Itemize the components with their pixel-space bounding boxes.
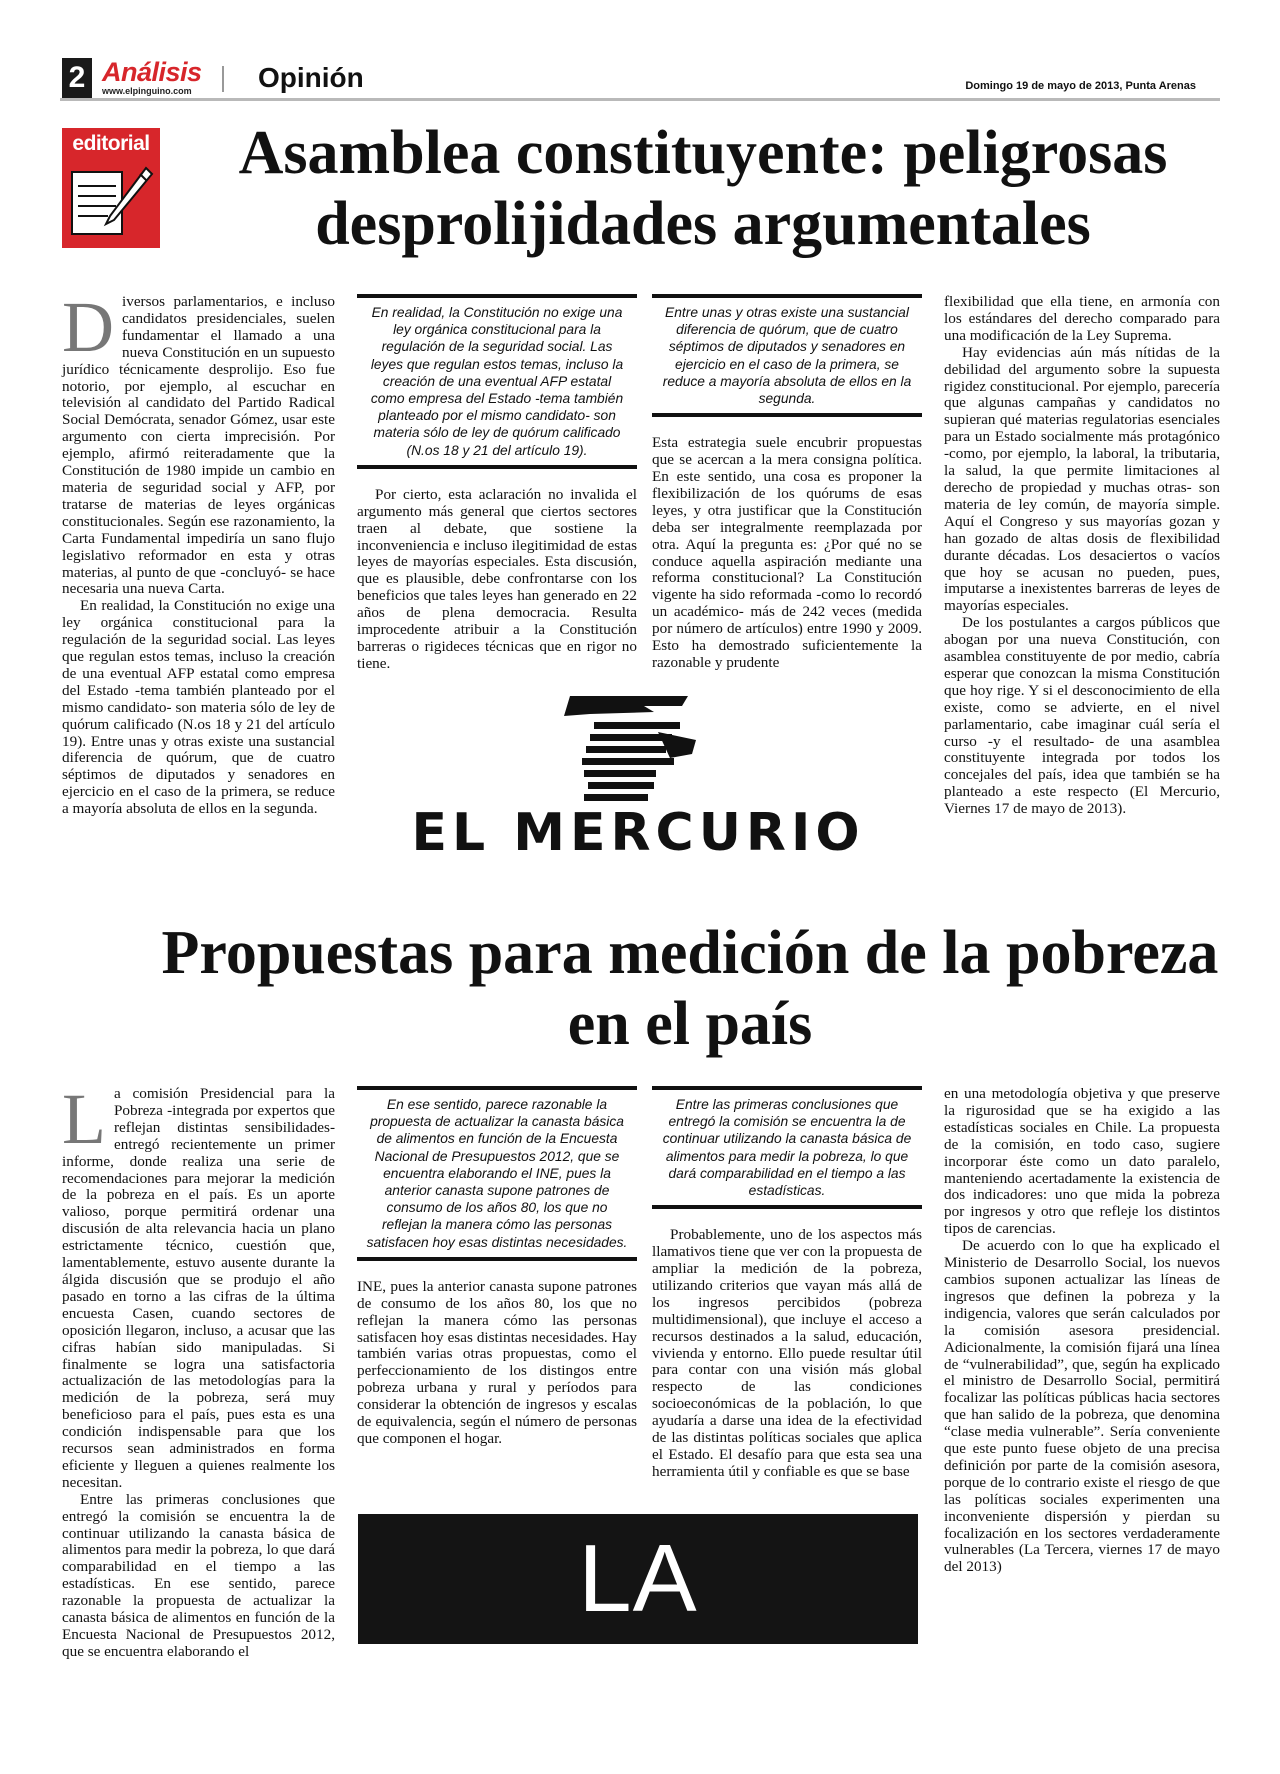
logo-url: www.elpinguino.com [102,86,192,96]
logo-name: Análisis [102,57,202,87]
notepad-pencil-icon [68,162,154,242]
article-1-column-3 [652,294,922,672]
paragraph: En realidad, la Constitución no exige una ley orgánica constitucional para la regulación de la seguridad social. Las leyes que regulan estos temas, incluso la creación de una eventual AFP estatal como empresa del Estado -tema también planteado por el mismo candidato- son materia sólo de ley de quórum calificado (N.os 18 y 21 del artículo 19). Entre unas y otras existe una sustancial diferencia de quórum, que de cuatro séptimos de diputados y senadores en ejercicio en el caso de la primera, se reduce a mayoría absoluta de ellos en la segunda. [62,597,335,818]
editorial-badge [62,128,160,248]
paragraph: INE, pues la anterior canasta supone patrones de consumo de los años 80, los que no reflejan la manera cómo las personas satisfacen hoy esas distintas necesidades. Hay también varias otras propuestas, como el perfeccionamiento de los distingos entre pobreza urbana y rural y períodos para considerar la obtención de ingresos y escalas de equivalencia, según el número de personas que componen el hogar. [357,1277,637,1447]
article-2-column-2 [357,1086,637,1448]
article-1-column-4 [944,294,1220,818]
publication-logo[interactable] [102,58,202,96]
badge-label: editorial [72,132,150,155]
drop-cap: L [62,1079,106,1159]
paragraph: iversos parlamentarios, e incluso candidatos presidenciales, suelen fundamentar el llamado a una nueva Constitución en un supuesto jurídico técnicamente desprolijo. Eso fue notorio, por ejemplo, al escuchar en televisión al candidato del Partido Radical Social Demócrata, senador Gómez, usar este argumento con cierta imprecisión. Por ejemplo, afirmó reiteradamente que la Constitución de 1980 impide un cambio en materia de seguridad social y AFP, por tratarse de materias de leyes orgánicas constitucionales. Según ese razonamiento, la Carta Fundamental impediría un sano flujo legislativo reformador en esta y otras materias, al punto de que -concluyó- se hace necesaria una nueva Carta. [62,293,335,598]
el-mercurio-logo [358,692,918,862]
article-1-headline: Asamblea constituyente: peligrosas desprolijidades argumentales [238,119,1168,258]
article-1-column-2 [357,294,637,673]
section-title: Opinión [258,62,364,93]
paragraph: Entre las primeras conclusiones que entregó la comisión se encuentra la de continuar utilizando la canasta básica de alimentos para medir la pobreza, lo que dará comparabilidad en el tiempo a las estadísticas. En ese sentido, parece razonable la propuesta de actualizar la canasta básica de alimentos en función de la Encuesta Nacional de Presupuestos 2012, que se encuentra elaborando el [62,1490,335,1660]
paragraph: en una metodología objetiva y que preserve la rigurosidad que se ha exigido a las estadísticas sociales en Chile. La propuesta de la comisión, en todo caso, sugiere incorporar éste como un dato paralelo, manteniendo acertadamente la existencia de dos indicadores: uno que mida la pobreza por ingresos y otro que refleje los distintos tipos de carencias. [944,1085,1220,1238]
pull-quote: Entre las primeras conclusiones que entregó la comisión se encuentra la de continuar utilizando la canasta básica de alimentos para medir la pobreza, lo que dará comparabilidad en el tiempo a las estadísticas. [652,1086,922,1209]
paragraph: Esta estrategia suele encubrir propuestas que se acercan a la mera consigna política. En este sentido, una cosa es proponer la flexibilización de los quórums de esas leyes, y otra justificar que la Constitución deba ser integralmente reemplazada por otra. Aquí la pregunta es: ¿Por qué no se conduce aquella aspiración mediante una reforma constitucional? La Constitución vigente ha sido reformada -como lo recordó un académico- más de 242 veces (medida por número de artículos) entre 1990 y 2009. Esto ha demostrado suficientemente la razonable y prudente [652,434,922,671]
drop-cap: D [62,287,114,367]
page-number: 2 [62,58,92,98]
logo-wordmark: EL MERCURIO [411,803,865,862]
paragraph: Probablemente, uno de los aspectos más llamativos tiene que ver con la propuesta de ampliar la medición de la pobreza, utilizando criterios que vayan más allá de los ingresos percibidos (pobreza multidimensional), que incluye el acceso a recursos destinados a la salud, educación, vivienda y entorno. Ello puede resultar útil para contar con una visión más global respecto de las condiciones socioeconómicas de la población, lo que ayudaría a darse una idea de la efectividad de las distintas políticas sociales que aplica el Estado. El desafío para que esta sea una herramienta útil y confiable es que se base [652,1226,922,1480]
paragraph: flexibilidad que ella tiene, en armonía con los estándares del derecho comparado para una modificación de la Ley Suprema. [944,293,1220,344]
logo-wordmark: LA TERCERA [405,1525,871,1762]
dateline: Domingo 19 de mayo de 2013, Punta Arenas [965,80,1196,92]
paragraph: a comisión Presidencial para la Pobreza -integrada por expertos que reflejan distintas sensibilidades- entregó recientemente un primer informe, donde realiza una serie de recomendaciones para mejorar la medición de la pobreza en el país. Es un aporte valioso, porque permitirá ordenar una discusión de alta relevancia hacia un plano estrictamente técnico, cuestión que, lamentablemente, estuvo ausente durante la álgida discusión que se produjo el año pasado en torno a las cifras de la última encuesta Casen, cuando sectores de oposición llegaron, incluso, a acusar que las cifras habían sido manipuladas. Si finalmente se logra una satisfactoria actualización de las metodologías para la medición de la pobreza, será muy beneficioso para el país, pues esta es una condición indispensable para que los recursos sean administrados en forma eficiente y lleguen a quienes realmente los necesitan. [62,1085,335,1491]
mercurio-head-icon [358,692,918,862]
article-2-headline: Propuestas para medición de la pobreza en el país [161,919,1219,1058]
paragraph: Por cierto, esta aclaración no invalida el argumento más general que ciertos sectores traen al debate, que sostiene la inconveniencia e incluso ilegitimidad de estas leyes de mayorías especiales. Esta discusión, que es plausible, debe confrontarse con los beneficios que tales leyes han generado en 22 años de plena democracia. Resulta improcedente atribuir a la Constitución barreras o rigideces técnicas que en rigor no tiene. [357,485,637,672]
la-tercera-logo [358,1514,918,1762]
pull-quote: Entre unas y otras existe una sustancial diferencia de quórum, que de cuatro séptimos de diputados y senadores en ejercicio en el caso de la primera, se reduce a mayoría absoluta de ellos en la segunda. [652,294,922,417]
article-2-column-4 [944,1086,1220,1576]
header-rule [60,98,1220,101]
article-1-column-1 [62,287,335,818]
paragraph: De los postulantes a cargos públicos que abogan por una nueva Constitución, con asamblea constituyente de por medio, cabría esperar que conozcan la misma Constitución que hoy rige. Y si el desconocimiento de ella existe, como se advierte, en el nivel parlamentario, cabe imaginar cuál sería el curso -y el resultado- de una asamblea constituyente integrada por todos los concejales del país, idea que también se ha planteado a este respecto (El Mercurio, Viernes 17 de mayo de 2013). [944,614,1220,818]
article-2-column-3 [652,1086,922,1481]
paragraph: Hay evidencias aún más nítidas de la debilidad del argumento sobre la supuesta rigidez constitucional. Por ejemplo, parecería que algunas campañas y candidatos no supieran qué materias regulatorias esenciales para un Estado socialmente más protagónico -como, por ejemplo, la laboral, la tributaria, la salud, la que permite limitaciones al derecho de propiedad y muchas otras- son materia de ley común, de mayoría simple. Aquí el Congreso y sus mayorías gozan y han gozado de altas dosis de flexibilidad durante décadas. Los desaciertos o vacíos que hoy se acusan no pueden, pues, imputarse a inexistentes barreras de leyes de mayorías especiales. [944,343,1220,615]
pull-quote: En ese sentido, parece razonable la propuesta de actualizar la canasta básica de alimentos en función de la Encuesta Nacional de Presupuestos 2012, que se encuentra elaborando el INE, pues la anterior canasta supone patrones de consumo de los años 80, los que no reflejan la manera cómo las personas satisfacen hoy esas distintas necesidades. [357,1086,637,1261]
paragraph: De acuerdo con lo que ha explicado el Ministerio de Desarrollo Social, los nuevos cambios suponen actualizar las líneas de ingresos que definen la pobreza y la indigencia, valores que serán calculados por la comisión asesora presidencial. Adicionalmente, la comisión fijará una línea de “vulnerabilidad”, que, según ha explicado el ministro de Desarrollo Social, permitirá focalizar las políticas públicas hacia sectores que han salido de la pobreza, que denomina “clase media vulnerable”. Sería conveniente que este punto fuese objeto de una precisa definición por parte de la comisión asesora, porque de lo contrario existe el riesgo de que las políticas sociales experimenten una inconveniente dispersión y pierdan su focalización en los sectores verdaderamente vulnerables (La Tercera, viernes 17 de mayo del 2013) [944,1237,1220,1576]
article-2-column-1 [62,1079,335,1661]
pull-quote: En realidad, la Constitución no exige una ley orgánica constitucional para la regulación de la seguridad social. Las leyes que regulan estos temas, incluso la creación de una eventual AFP estatal como empresa del Estado -tema también planteado por el mismo candidato- son materia sólo de ley de quórum calificado (N.os 18 y 21 del artículo 19). [357,294,637,469]
header-divider [222,66,224,92]
